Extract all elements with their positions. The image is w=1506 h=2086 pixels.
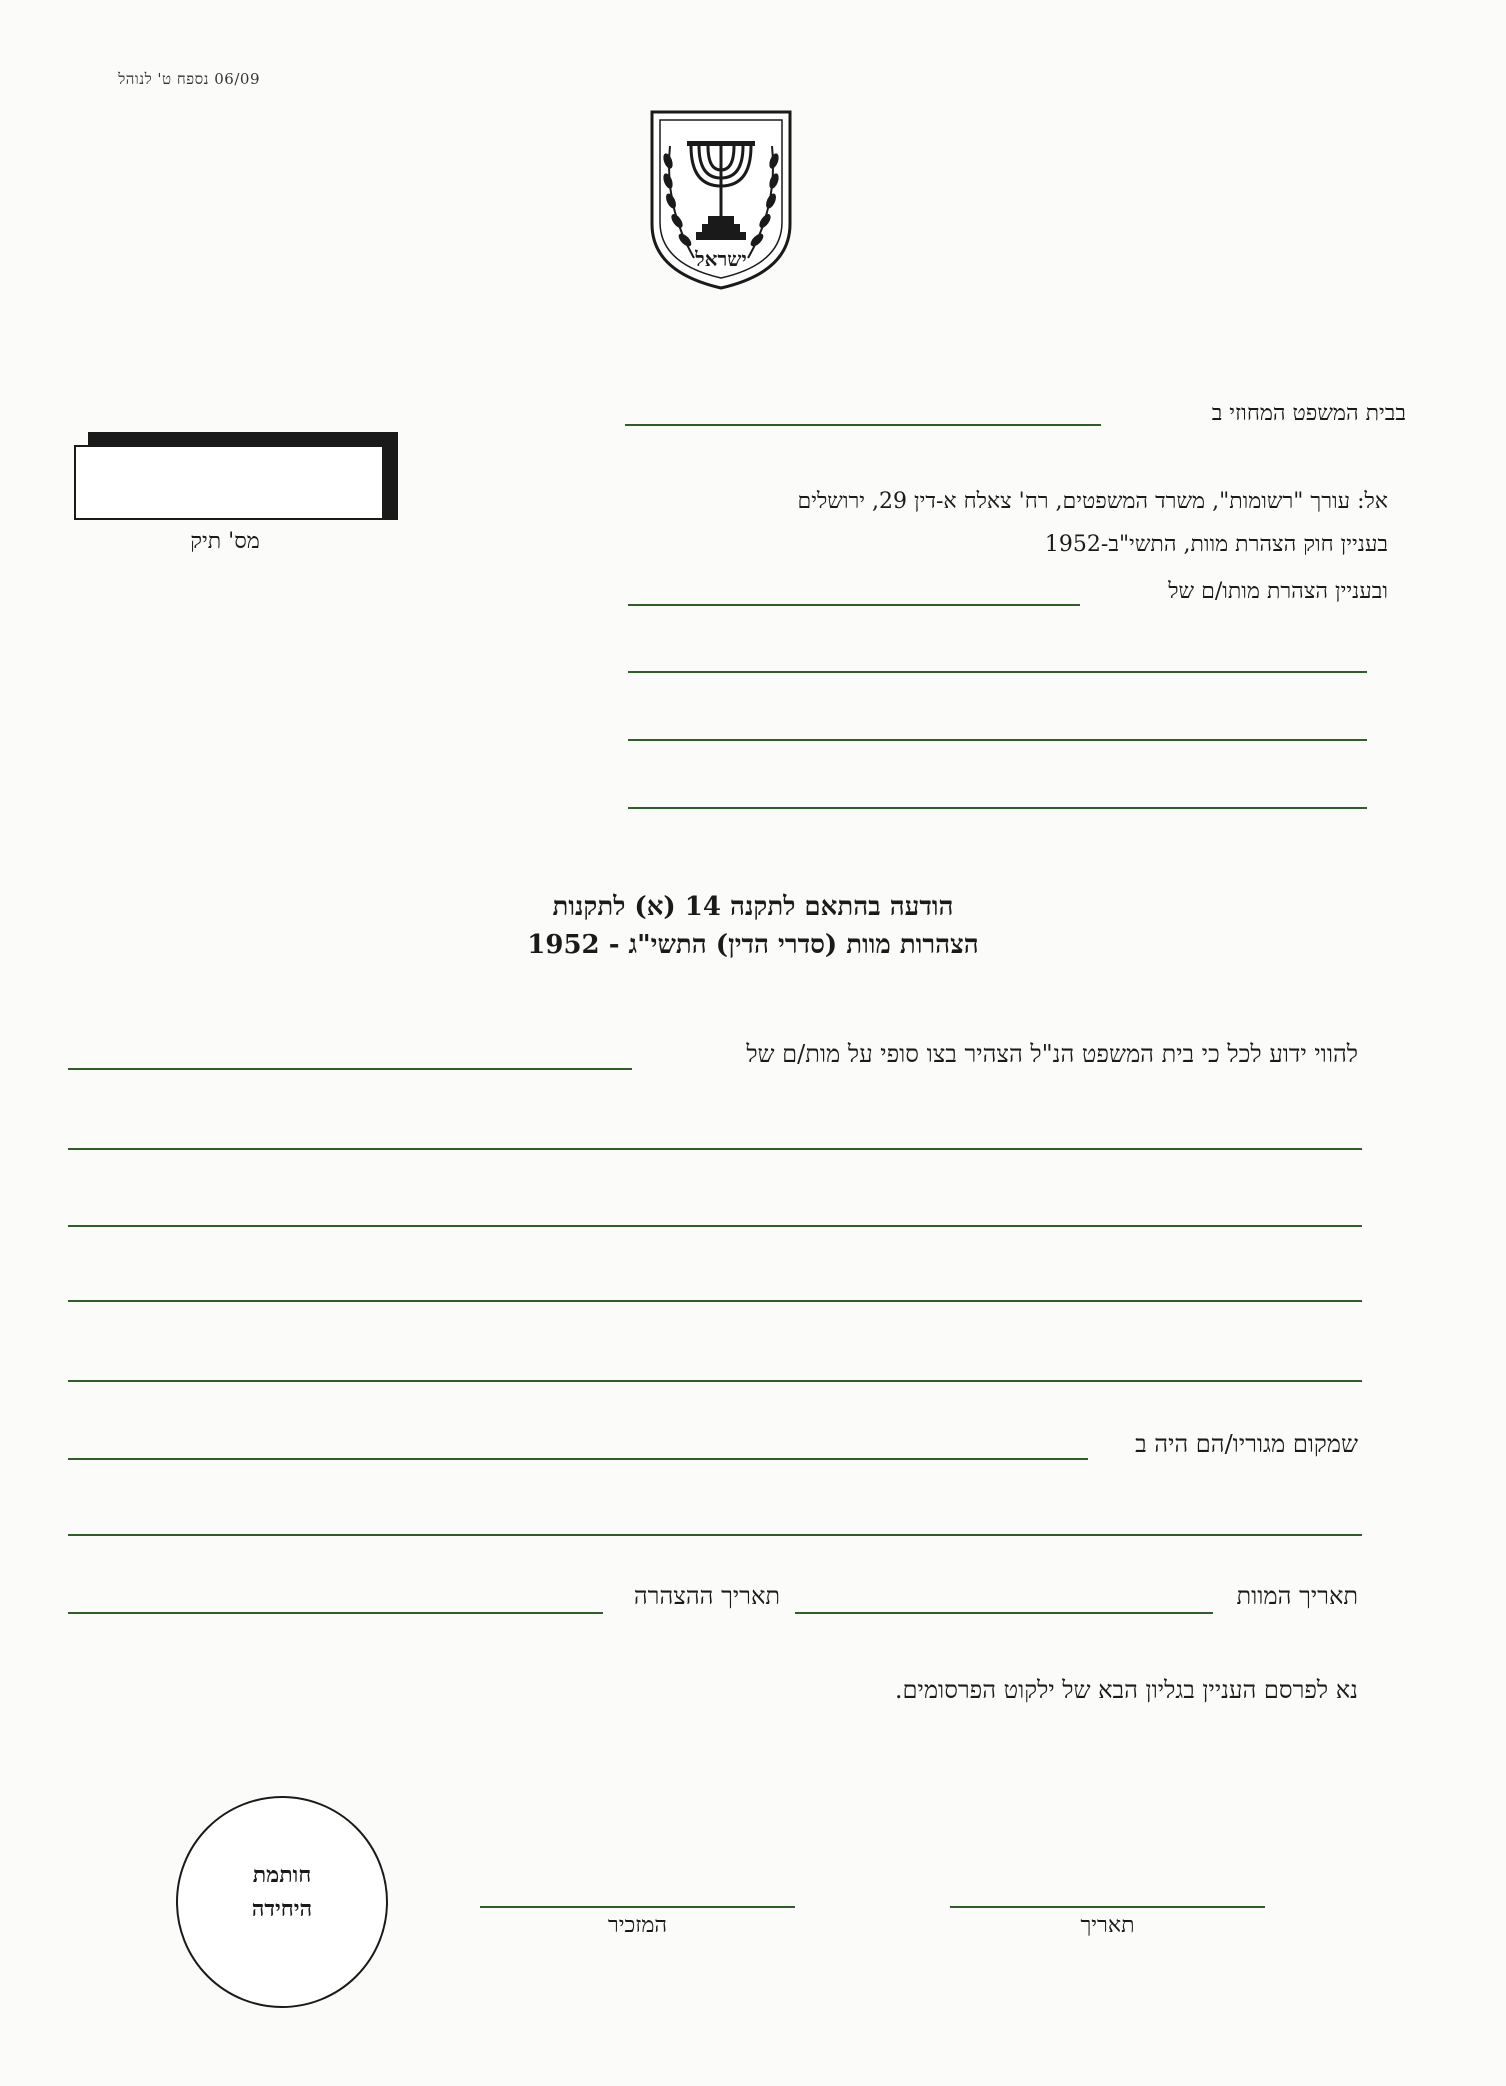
secretary-signature-field[interactable] — [480, 1906, 795, 1908]
matter-blank-line[interactable] — [628, 807, 1367, 809]
seal-line1: חותמת — [252, 1862, 312, 1888]
notice-blank-line[interactable] — [68, 1380, 1362, 1382]
residence-label: שמקום מגוריו/הם היה ב — [1135, 1430, 1358, 1458]
publish-request: נא לפרסם העניין בגליון הבא של ילקוט הפרסומים. — [894, 1676, 1358, 1704]
signature-date-label: תאריך — [1080, 1913, 1135, 1938]
state-emblem-menorah-icon — [646, 106, 796, 292]
declaration-date-label: תאריך ההצהרה — [633, 1582, 780, 1610]
death-date-field[interactable] — [795, 1612, 1213, 1614]
court-name-field[interactable] — [625, 424, 1101, 426]
death-date-label: תאריך המוות — [1236, 1582, 1358, 1610]
address-to: אל: עורך "רשומות", משרד המשפטים, רח' צאלח א-דין 29, ירושלים — [797, 489, 1388, 514]
notice-text: להווי ידוע לכל כי בית המשפט הנ"ל הצהיר בצו סופי על מות/ם של — [746, 1040, 1358, 1068]
matter-blank-line[interactable] — [628, 739, 1367, 741]
declared-persons-field[interactable] — [68, 1068, 632, 1070]
notice-blank-line[interactable] — [68, 1148, 1362, 1150]
file-number-label: מס' תיק — [190, 529, 260, 554]
form-code: 06/09 נספח ט' לנוהל — [118, 70, 260, 88]
unit-seal-text — [176, 1858, 388, 1926]
notice-blank-line[interactable] — [68, 1225, 1362, 1227]
notice-blank-line[interactable] — [68, 1300, 1362, 1302]
law-matter: בעניין חוק הצהרת מוות, התשי"ב-1952 — [1044, 532, 1388, 557]
signature-date-field[interactable] — [950, 1906, 1265, 1908]
notice-title-line1: הודעה בהתאם לתקנה 14 (א) לתקנות — [552, 892, 954, 922]
declaration-date-field[interactable] — [68, 1612, 603, 1614]
residence-blank-line[interactable] — [68, 1534, 1362, 1536]
deceased-name-field[interactable] — [628, 604, 1080, 606]
declaration-matter: ובעניין הצהרת מותו/ם של — [1168, 579, 1388, 604]
notice-title-line2: הצהרות מוות (סדרי הדין) התשי"ג - 1952 — [527, 930, 979, 960]
emblem-caption: ישראל — [695, 247, 747, 271]
file-number-field[interactable] — [74, 445, 384, 520]
matter-blank-line[interactable] — [628, 671, 1367, 673]
secretary-label: המזכיר — [607, 1913, 668, 1938]
residence-field[interactable] — [68, 1458, 1088, 1460]
court-prefix: בבית המשפט המחוזי ב — [1211, 401, 1406, 426]
seal-line2: היחידה — [251, 1896, 313, 1922]
